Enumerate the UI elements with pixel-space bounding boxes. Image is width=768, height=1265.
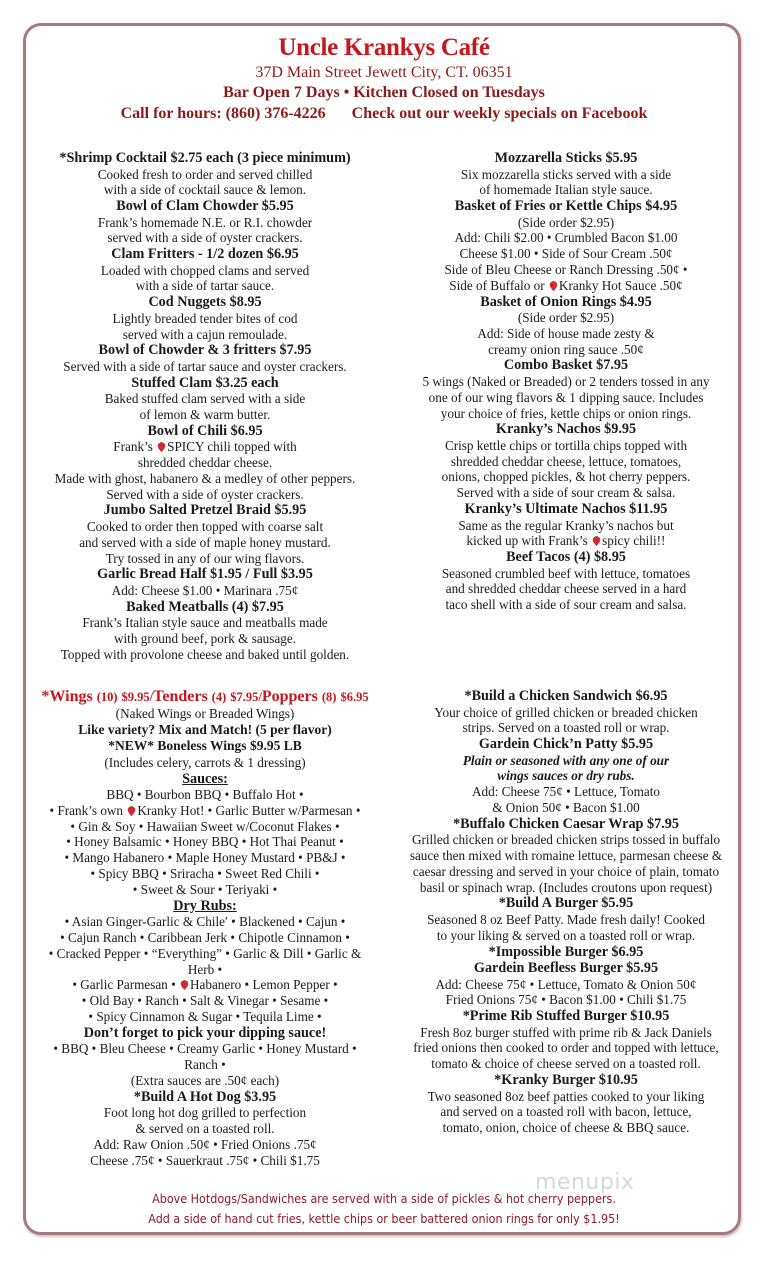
item-desc: onions, chopped pickles, & hot cherry peppers. bbox=[441, 469, 691, 485]
item-name: *Prime Rib Stuffed Burger $10.95 bbox=[462, 1008, 670, 1025]
wings-label: *Wings bbox=[41, 688, 93, 705]
item-desc: Grilled chicken or breaded chicken strips tossed in buffalo bbox=[411, 832, 721, 848]
item-desc: served with a side of oyster crackers. bbox=[107, 230, 303, 246]
mix-match-note: Like variety? Mix and Match! (5 per flavor) bbox=[78, 721, 332, 737]
chili-pepper-icon bbox=[591, 536, 602, 546]
facebook-note: Check out our weekly specials on Facebook bbox=[351, 105, 648, 122]
item-desc: & served on a toasted roll. bbox=[135, 1120, 275, 1136]
appetizers-right-column bbox=[396, 150, 736, 613]
item-desc: Frank’s Italian style sauce and meatballs made bbox=[82, 615, 328, 631]
menu-item bbox=[396, 501, 736, 549]
tenders-label: Tenders bbox=[153, 688, 208, 705]
item-desc: of homemade Italian style sauce. bbox=[479, 182, 653, 198]
rub-line: • Old Bay • Ranch • Salt & Vinegar • Sesame • bbox=[81, 993, 329, 1009]
item-desc: Same as the regular Kranky’s nachos but bbox=[458, 517, 674, 533]
sauce-line bbox=[30, 803, 380, 819]
item-desc: Lightly breaded tender bites of cod bbox=[112, 310, 298, 326]
item-desc: of lemon & warm butter. bbox=[139, 406, 271, 422]
item-desc: Made with ghost, habanero & a medley of other peppers. bbox=[54, 470, 356, 486]
item-desc: to your liking & served on a toasted roll or wrap. bbox=[436, 927, 696, 943]
sauce-line: • Spicy BBQ • Sriracha • Sweet Red Chili • bbox=[90, 866, 320, 882]
desc-text: Kranky Hot Sauce .50¢ bbox=[558, 277, 683, 293]
rub-line: • Cajun Ranch • Caribbean Jerk • Chipotle Cinnamon • bbox=[60, 929, 350, 945]
menupix-watermark: menupix bbox=[535, 1170, 635, 1195]
menu-footer bbox=[38, 1189, 729, 1229]
desc-text: SPICY chili topped with bbox=[167, 439, 297, 455]
item-desc: caesar dressing and served in your choice of plain, tomato bbox=[412, 863, 720, 879]
item-desc: (Side order $2.95) bbox=[517, 214, 615, 230]
item-name: Basket of Onion Rings $4.95 bbox=[480, 293, 652, 310]
appetizers-left-column bbox=[30, 150, 380, 663]
desc-text: Frank’s bbox=[113, 439, 157, 455]
sauces-heading: Sauces: bbox=[182, 770, 228, 787]
item-desc: Add: Cheese 75¢ • Lettuce, Tomato & Onion 50¢ bbox=[435, 976, 697, 992]
tenders-qty: (4) bbox=[211, 690, 227, 704]
item-desc: Served with a side of oyster crackers. bbox=[106, 486, 304, 502]
menu-item bbox=[396, 357, 736, 421]
item-name: Clam Fritters - 1/2 dozen $6.95 bbox=[111, 246, 299, 263]
item-desc: Fresh 8oz burger stuffed with prime rib & Jack Daniels bbox=[420, 1024, 712, 1040]
item-desc: Your choice of grilled chicken or breaded chicken bbox=[434, 704, 698, 720]
item-name: Basket of Fries or Kettle Chips $4.95 bbox=[454, 198, 678, 215]
item-desc: Two seasoned 8oz beef patties cooked to your liking bbox=[427, 1088, 705, 1104]
rub-line: • Spicy Cinnamon & Sugar • Tequila Lime • bbox=[88, 1008, 322, 1024]
item-desc: Fried Onions 75¢ • Bacon $1.00 • Chili $1.75 bbox=[445, 992, 687, 1008]
item-desc: & Onion 50¢ • Bacon $1.00 bbox=[492, 799, 640, 815]
wings-heading bbox=[30, 688, 380, 706]
menu-item bbox=[30, 150, 380, 198]
menu-item bbox=[396, 895, 736, 943]
item-desc: Add: Raw Onion .50¢ • Fried Onions .75¢ bbox=[93, 1136, 317, 1152]
item-desc: taco shell with a side of sour cream and salsa. bbox=[445, 597, 687, 613]
item-name: Cod Nuggets $8.95 bbox=[148, 294, 262, 311]
item-desc: one of our wing flavors & 1 dipping sauce. Includes bbox=[428, 389, 704, 405]
item-desc: and served on a toasted roll with bacon, lettuce, bbox=[440, 1104, 692, 1120]
item-name: Bowl of Chili $6.95 bbox=[147, 422, 263, 439]
item-desc: sauce then mixed with romaine lettuce, parmesan cheese & bbox=[409, 848, 723, 864]
menu-item bbox=[396, 198, 736, 293]
dipping-line: (Extra sauces are .50¢ each) bbox=[130, 1072, 280, 1088]
phone-number: Call for hours: (860) 376-4226 bbox=[120, 105, 326, 122]
item-desc: Try tossed in any of our wing flavors. bbox=[105, 550, 305, 566]
item-desc: with a side of tartar sauce. bbox=[135, 278, 275, 294]
item-desc: Foot long hot dog grilled to perfection bbox=[103, 1105, 307, 1121]
sauce-line: • Sweet & Sour • Teriyaki • bbox=[132, 881, 278, 897]
item-desc: Crisp kettle chips or tortilla chips topped with bbox=[444, 437, 688, 453]
item-name: *Buffalo Chicken Caesar Wrap $7.95 bbox=[453, 815, 679, 832]
item-desc: shredded cheddar cheese, lettuce, tomatoes, bbox=[450, 453, 682, 469]
menu-item bbox=[396, 816, 736, 896]
menu-item bbox=[30, 599, 380, 663]
item-desc: Cheese .75¢ • Sauerkraut .75¢ • Chili $1.75 bbox=[90, 1152, 320, 1168]
menu-item bbox=[396, 421, 736, 501]
item-desc: strips. Served on a toasted roll or wrap. bbox=[462, 720, 670, 736]
chili-pepper-icon bbox=[179, 980, 190, 990]
desc-text: • Frank’s own bbox=[49, 802, 127, 818]
item-name: Jumbo Salted Pretzel Braid $5.95 bbox=[103, 502, 307, 519]
item-desc: with a side of cocktail sauce & lemon. bbox=[103, 182, 307, 198]
item-desc: and shredded cheddar cheese served in a hard bbox=[445, 581, 687, 597]
dipping-sauce-heading: Don’t forget to pick your dipping sauce! bbox=[83, 1024, 327, 1041]
item-desc: 5 wings (Naked or Breaded) or 2 tenders tossed in any bbox=[422, 373, 710, 389]
item-desc: Side of Bleu Cheese or Ranch Dressing .50¢ • bbox=[444, 261, 688, 277]
menu-item bbox=[30, 246, 380, 294]
footer-note-addon: Add a side of hand cut fries, kettle chips or beer battered onion rings for only $1.95! bbox=[148, 1211, 620, 1226]
wings-price: $9.95/ bbox=[121, 690, 154, 704]
item-name: *Build A Burger $5.95 bbox=[498, 895, 634, 912]
desc-text: kicked up with Frank’s bbox=[466, 533, 592, 549]
item-name: Bowl of Clam Chowder $5.95 bbox=[116, 198, 294, 215]
wings-qty: (10) bbox=[96, 690, 118, 704]
menu-item bbox=[30, 375, 380, 423]
sauce-line: • Honey Balsamic • Honey BBQ • Hot Thai Peanut • bbox=[66, 834, 344, 850]
dipping-line: • BBQ • Bleu Cheese • Creamy Garlic • Honey Mustard • bbox=[53, 1041, 357, 1057]
poppers-qty: (8) bbox=[321, 690, 337, 704]
item-name: Beef Tacos (4) $8.95 bbox=[506, 549, 626, 566]
menu-item bbox=[30, 342, 380, 374]
menu-item bbox=[396, 736, 736, 816]
item-name: *Build a Chicken Sandwich $6.95 bbox=[464, 688, 668, 704]
item-desc: with ground beef, pork & sausage. bbox=[113, 630, 297, 646]
item-desc: tomato, onion, choice of cheese & BBQ sauce. bbox=[442, 1120, 690, 1136]
restaurant-address: 37D Main Street Jewett City, CT. 06351 bbox=[255, 64, 513, 81]
menu-item bbox=[30, 423, 380, 503]
item-note: Plain or seasoned with any one of our bbox=[462, 752, 670, 768]
menu-item bbox=[30, 566, 380, 598]
item-name: *Shrimp Cocktail $2.75 each (3 piece minimum) bbox=[59, 150, 351, 166]
menu-item bbox=[396, 1072, 736, 1136]
item-desc: Add: Side of house made zesty & bbox=[477, 325, 655, 341]
item-desc: served with a cajun remoulade. bbox=[122, 326, 288, 342]
item-desc: Frank’s homemade N.E. or R.I. chowder bbox=[97, 214, 313, 230]
item-name: Mozzarella Sticks $5.95 bbox=[494, 150, 638, 166]
item-desc: creamy onion ring sauce .50¢ bbox=[488, 341, 644, 357]
menu-item bbox=[396, 294, 736, 358]
item-desc: your choice of fries, kettle chips or onion rings. bbox=[440, 405, 692, 421]
item-desc: Cheese $1.00 • Side of Sour Cream .50¢ bbox=[459, 246, 673, 262]
item-desc: fried onions then cooked to order and topped with lettuce, bbox=[413, 1040, 719, 1056]
desc-text: • Garlic Parmesan • bbox=[72, 977, 179, 993]
rub-line: Herb • bbox=[187, 961, 223, 977]
restaurant-name: Uncle Krankys Café bbox=[278, 34, 490, 61]
dry-rubs-heading: Dry Rubs: bbox=[173, 897, 237, 914]
item-desc: Topped with provolone cheese and baked until golden. bbox=[60, 646, 350, 662]
chili-pepper-icon bbox=[126, 806, 137, 816]
menu-item bbox=[396, 150, 736, 198]
desc-text: spicy chili!! bbox=[602, 533, 666, 549]
chili-pepper-icon bbox=[156, 442, 167, 452]
rub-line: • Cracked Pepper • “Everything” • Garlic & Dill • Garlic & bbox=[48, 945, 362, 961]
wings-includes: (Includes celery, carrots & 1 dressing) bbox=[104, 754, 306, 770]
menu-item bbox=[396, 688, 736, 736]
item-desc: (Side order $2.95) bbox=[517, 310, 615, 326]
hotdog-item-name: *Build A Hot Dog $3.95 bbox=[133, 1088, 277, 1105]
wings-style: (Naked Wings or Breaded Wings) bbox=[115, 706, 295, 721]
item-desc: Add: Cheese 75¢ • Lettuce, Tomato bbox=[471, 784, 661, 800]
desc-text: Habanero • Lemon Pepper • bbox=[189, 977, 338, 993]
contact-row bbox=[0, 103, 768, 125]
footer-note-sides: Above Hotdogs/Sandwiches are served with a side of pickles & hot cherry peppers. bbox=[152, 1191, 616, 1206]
sandwiches-section bbox=[396, 688, 736, 1136]
item-desc: Served with a side of tartar sauce and oyster crackers. bbox=[63, 358, 347, 374]
wings-section bbox=[30, 688, 380, 1168]
item-desc: Add: Cheese $1.00 • Marinara .75¢ bbox=[111, 582, 299, 598]
item-desc: Cooked to order then topped with coarse salt bbox=[86, 518, 324, 534]
item-desc bbox=[396, 533, 736, 549]
item-desc bbox=[30, 439, 380, 455]
item-name: Combo Basket $7.95 bbox=[503, 357, 629, 374]
item-desc: basil or spinach wrap. (Includes croutons upon request) bbox=[419, 879, 713, 895]
item-desc: Seasoned 8 oz Beef Patty. Made fresh daily! Cooked bbox=[427, 911, 705, 927]
desc-text: Kranky Hot! • Garlic Butter w/Parmesan • bbox=[137, 802, 361, 818]
sauce-line: BBQ • Bourbon BBQ • Buffalo Hot • bbox=[106, 787, 304, 803]
item-name: Kranky’s Ultimate Nachos $11.95 bbox=[464, 501, 668, 518]
menu-item bbox=[396, 549, 736, 613]
item-desc: shredded cheddar cheese. bbox=[137, 455, 273, 471]
item-desc: and served with a side of maple honey mustard. bbox=[79, 534, 331, 550]
poppers-label: Poppers bbox=[261, 688, 318, 705]
sauce-line: • Gin & Soy • Hawaiian Sweet w/Coconut Flakes • bbox=[70, 818, 340, 834]
item-desc: Served with a side of sour cream & salsa. bbox=[456, 485, 676, 501]
tenders-price: $7.95/ bbox=[230, 690, 262, 704]
chili-pepper-icon bbox=[548, 281, 559, 291]
item-desc: tomato & choice of cheese served on a toasted roll. bbox=[431, 1056, 701, 1072]
menu-item bbox=[396, 1008, 736, 1072]
boneless-wings: *NEW* Boneless Wings $9.95 LB bbox=[108, 738, 302, 754]
item-desc: Six mozzarella sticks served with a side bbox=[460, 166, 672, 182]
item-name: Gardein Chick’n Patty $5.95 bbox=[478, 736, 654, 753]
item-desc: Seasoned crumbled beef with lettuce, tomatoes bbox=[441, 565, 691, 581]
item-desc: Loaded with chopped clams and served bbox=[100, 262, 310, 278]
item-name: Bowl of Chowder & 3 fritters $7.95 bbox=[98, 342, 312, 359]
item-name: Stuffed Clam $3.25 each bbox=[131, 374, 279, 391]
item-name: Baked Meatballs (4) $7.95 bbox=[126, 598, 284, 615]
rub-line: • Asian Ginger-Garlic & Chile′ • Blackened • Cajun • bbox=[64, 914, 346, 930]
item-desc: Cooked fresh to order and served chilled bbox=[97, 166, 313, 182]
item-name: Kranky’s Nachos $9.95 bbox=[495, 421, 637, 438]
menu-item bbox=[396, 944, 736, 961]
menu-item bbox=[396, 960, 736, 1008]
dipping-line: Ranch • bbox=[184, 1057, 226, 1073]
item-desc: Baked stuffed clam served with a side bbox=[104, 391, 306, 407]
poppers-price: $6.95 bbox=[340, 690, 369, 704]
sauce-line: • Mango Habanero • Maple Honey Mustard • PB&J • bbox=[64, 850, 346, 866]
desc-text: Side of Buffalo or bbox=[449, 277, 548, 293]
menu-header bbox=[0, 34, 768, 125]
item-name: Gardein Beefless Burger $5.95 bbox=[473, 960, 659, 977]
item-desc: Add: Chili $2.00 • Crumbled Bacon $1.00 bbox=[454, 230, 678, 246]
item-name: *Kranky Burger $10.95 bbox=[494, 1072, 638, 1089]
menu-item bbox=[30, 294, 380, 342]
item-name: Garlic Bread Half $1.95 / Full $3.95 bbox=[97, 566, 313, 583]
rub-line bbox=[30, 977, 380, 993]
item-name: *Impossible Burger $6.95 bbox=[488, 943, 644, 960]
menu-item bbox=[30, 502, 380, 566]
item-note: wings sauces or dry rubs. bbox=[497, 768, 635, 784]
hours-info: Bar Open 7 Days • Kitchen Closed on Tuesdays bbox=[223, 84, 545, 101]
menu-item bbox=[30, 198, 380, 246]
item-desc bbox=[396, 278, 736, 294]
